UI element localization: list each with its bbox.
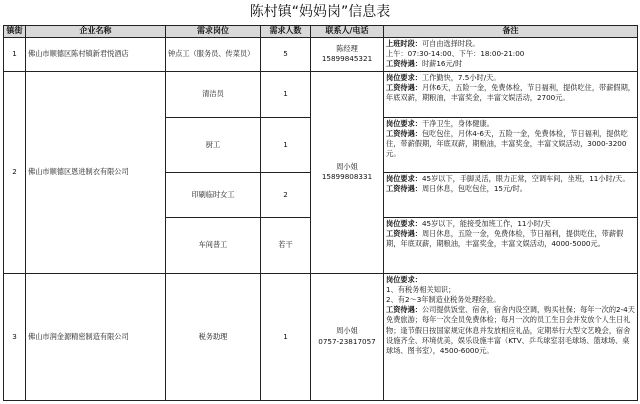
header-contact: 联系人/电话 [311,26,384,38]
note-line: 工资待遇：月休6天，五险一金，免费体检，节日福利，提供吃住，带薪假期，年底双薪，期粮油，丰富奖金，丰富文娱活动，2700元。 [386,82,635,103]
table-row [4,71,638,117]
cell-notes [384,273,638,400]
cell-no: 2 [4,71,26,273]
cell-count: 5 [261,38,311,72]
note-line: 岗位要求：45岁以下，手脚灵活，眼力正常，空调车间，坐班，11小时/天。 [386,173,630,183]
cell-notes [384,172,638,217]
cell-post: 车间普工 [166,217,261,273]
table-row [4,273,638,400]
cell-company: 佛山市顺德区恩进制衣有限公司 [26,71,166,273]
header-town: 镇街 [4,26,26,38]
header-post: 需求岗位 [166,26,261,38]
note-line: 工资待遇：公司提供饭堂、宿舍，宿舍内设空调，购买社保；每年一次的2-4天免费旅游；每年一次全员免费体检；每月一次的员工生日会并发放个人生日礼物；逢节假日按国家规定休息并发放相应礼品，定期举行大型文艺晚会，宿舍设施齐全、环境优美，娱乐设施丰富（KTV、乒乓球室羽毛球场、篮球场、桌球场、图书室），4500-6000元。 [386,305,635,356]
cell-notes [384,217,638,273]
note-line: 工资待遇：周日休息，包吃包住，15元/时。 [386,183,527,193]
note-line: 工资待遇：周日休息，五险一金，免费体检，节日福利，提供吃住，带薪假期，年底双薪，期粮油，丰富奖金，丰富文娱活动，4000-5000元。 [386,228,624,249]
cell-post: 印刷临时女工 [166,172,261,217]
cell-count: 1 [261,273,311,400]
cell-notes [384,38,638,72]
cell-post: 税务助理 [166,273,261,400]
cell-count: 1 [261,71,311,117]
note-line: 上午：07:30-14:00、下午：18:00-21:00 [386,49,525,59]
contact-text: 周小姐 0757-23817057 [318,326,376,346]
header-row [4,26,638,38]
cell-company: 佛山市顺德区陈村镇新君悦酒店 [26,38,166,72]
cell-count: 1 [261,117,311,172]
cell-count: 2 [261,172,311,217]
note-line: 工资待遇：时薪16元/时 [386,59,463,69]
note-line: 1、有税务相关知识； [386,284,456,294]
page-title: 陈村镇“妈妈岗”信息表 [249,4,391,20]
cell-no: 3 [4,273,26,400]
cell-post: 厨工 [166,117,261,172]
note-line: 上班时段：可自由选择时段。 [386,39,480,48]
cell-notes [384,71,638,117]
cell-count: 若干 [261,217,311,273]
header-company: 企业名称 [26,26,166,38]
cell-no: 1 [4,38,26,72]
note-line: 工资待遇：包吃包住，月休4-6天，五险一金，免费体检，节日福利，提供吃住，带薪假期，年底双薪，期粮油，丰富奖金，丰富文娱活动，3000-3200元。 [386,128,628,159]
cell-post: 钟点工（服务员、传菜员） [166,38,261,72]
note-line: 岗位要求：干净卫生，身体健康。 [386,118,494,128]
info-table [3,25,638,401]
cell-contact [311,38,384,72]
note-line: 岗位要求：45岁以下，能接受加班工作，11小时/天 [386,218,551,228]
note-line: 2、有2～3年制造业税务处理经验。 [386,295,501,305]
contact-text: 周小姐 15899808331 [321,161,373,182]
cell-post: 清洁员 [166,71,261,117]
contact-text: 陈经理 15899845321 [321,44,373,64]
table-row [4,38,638,72]
header-count: 需求人数 [261,26,311,38]
note-line: 岗位要求： [386,274,422,284]
cell-notes [384,117,638,172]
cell-company: 佛山市润金源精密制造有限公司 [26,273,166,400]
note-line: 岗位要求：工作勤快，7.5小时/天。 [386,72,501,82]
header-notes: 备注 [384,26,638,38]
cell-contact [311,273,384,400]
cell-contact [311,71,384,273]
